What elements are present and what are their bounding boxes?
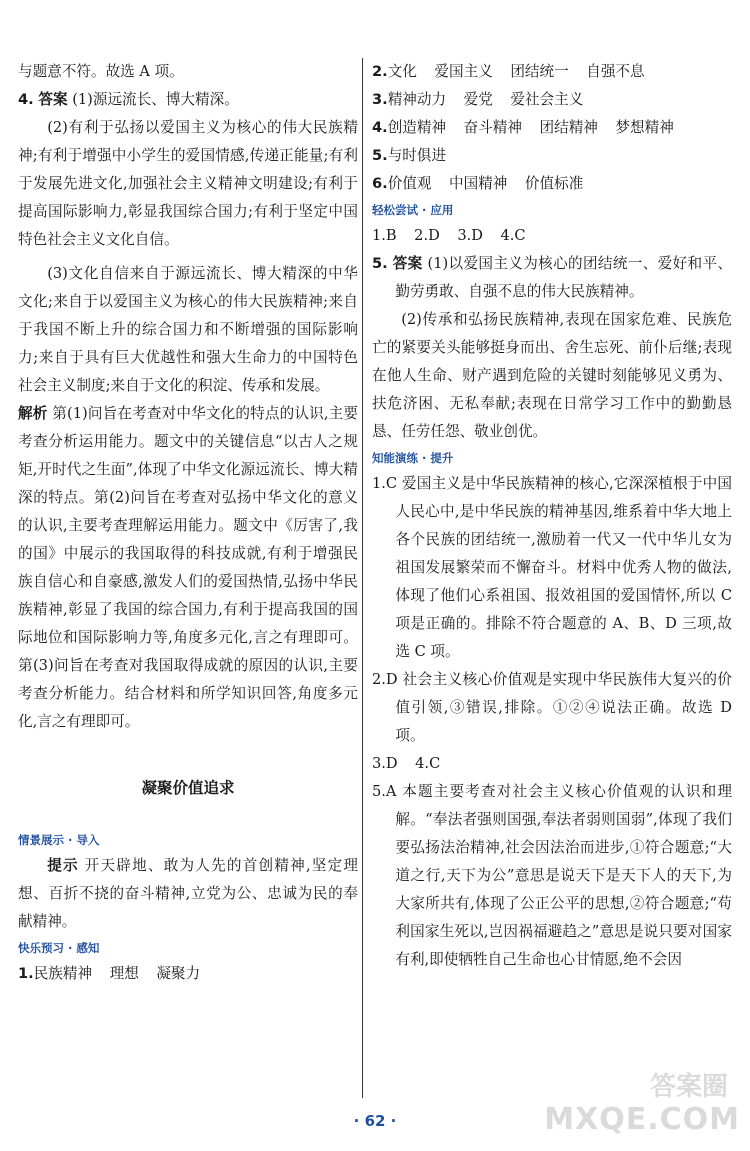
analysis-label: 解析 [18,405,48,422]
page-number: · 62 · [353,1112,397,1130]
mc-answers: 1.B 2.D 3.D 4.C [372,227,526,244]
answer-row-6: 6.价值观 中国精神 价值标准 [372,175,584,192]
section-header-try: 轻松尝试 · 应用 [372,203,454,217]
answer-part-1: (1)源远流长、博大精深。 [72,91,239,108]
answer-row-3: 3.精神动力 爱党 爱社会主义 [372,91,584,108]
answer-row-4: 4.创造精神 奋斗精神 团结精神 梦想精神 [372,119,674,136]
practice-5: 5.A 本题主要考查对社会主义核心价值观的认识和理解。“奉法者强则国强,奉法者弱则国弱”,体现了我们要弘扬法治精神,社会因法治而进步,①符合题意;“大道之行,天下为公”意思是说天下是天下人的天下,为大家所共有,体现了公正公平的思想,②符合题意;“苟利国家生死以,岂因祸福避趋之”意思是说只要对国家有利,即使牺牲自己生命也心甘情愿,绝不会因 [372,783,732,968]
answer-part-2: (2)有利于弘扬以爱国主义为核心的伟大民族精神;有利于增强中小学生的爱国情感,传递正能量;有利于发展先进文化,加强社会主义精神文明建设;有利于提高国际影响力,彰显我国综合国力;有利于坚定中国特色社会主义文化自信。 [18,119,358,248]
left-column [18,58,358,988]
tip-label: 提示 [47,857,79,874]
question-number: 4. [18,91,34,108]
answer-part-3: (3)文化自信来自于源远流长、博大精深的中华文化;来自于以爱国主义为核心的伟大民族精神;来自于我国不断上升的综合国力和不断增强的国际影响力;来自于具有巨大优越性和强大生命力的中国特色社会主义制度;来自于文化的积淀、传承和发展。 [18,265,358,394]
text-line: 与题意不符。故选 A 项。 [18,63,184,80]
section-header-preview: 快乐预习 · 感知 [18,941,100,955]
tip-block [18,852,358,936]
watermark-logo: 答案圈 [649,1072,728,1102]
answer-row-2: 2.文化 爱国主义 团结统一 自强不息 [372,63,645,80]
answer-label: 答案 [392,255,423,272]
section-header-scene: 情景展示 · 导入 [18,833,100,847]
practice-2: 2.D 社会主义核心价值观是实现中华民族伟大复兴的价值引领,③错误,排除。①②④说法正确。故选 D 项。 [372,671,732,744]
analysis-block [18,400,358,736]
tip-text: 开天辟地、敢为人先的首创精神,坚定理想、百折不挠的奋斗精神,立党为公、忠诚为民的奉献精神。 [18,857,359,930]
analysis-text: 第(1)问旨在考查对中华文化的特点的认识,主要考查分析运用能力。题文中的关键信息“以古人之规矩,开时代之生面”,体现了中华文化源远流长、博大精深的特点。第(2)问旨在考查对弘扬中华文化的意义的认识,主要考查理解运用能力。题文中《厉害了,我的国》中展示的我国取得的科技成就,有利于增强民族自信心和自豪感,激发人们的爱国热情,弘扬中华民族精神,彰显了我国的综合国力,有利于提高我国的国际地位和国际影响力等,角度多元化,言之有理即可。第(3)问旨在考查对我国取得成就的原因的认识,主要考查分析能力。结合材料和所学知识回答,角度多元化,言之有理即可。 [18,405,358,730]
answer-part-2: (2)传承和弘扬民族精神,表现在国家危难、民族危亡的紧要关头能够挺身而出、舍生忘死、前仆后继;表现在他人生命、财产遇到危险的关键时刻能够见义勇为、扶危济困、无私奉献;表现在日常学习工作中的勤勤恳恳、任劳任怨、敬业创优。 [372,311,732,440]
section-title: 凝聚价值追求 [141,779,235,797]
right-column [372,58,732,974]
column-divider [362,58,363,1098]
answer-row-5: 5.与时俱进 [372,147,447,164]
watermark-text: MXQE.COM [544,1102,740,1137]
section-header-practice: 知能演练 · 提升 [372,451,454,465]
practice-1: 1.C 爱国主义是中华民族精神的核心,它深深植根于中国人民心中,是中华民族的精神基因,维系着中华大地上各个民族的团结统一,激励着一代又一代中华儿女为祖国发展繁荣而不懈奋斗。材料中优秀人物的做法,体现了他们心系祖国、报效祖国的爱国情怀,所以 C 项是正确的。排除不符合题意的 A、B、D 三项,故选 C 项。 [372,475,732,660]
question-4-answer [18,86,358,114]
question-5-answer: 5. 答案 (1)以爱国主义为核心的团结统一、爱好和平、勤劳勇敢、自强不息的伟大民族精神。 [372,255,732,300]
practice-3-4: 3.D 4.C [372,755,441,772]
answer-label: 答案 [38,91,68,108]
answer-row-1: 1.民族精神 理想 凝聚力 [18,965,201,982]
